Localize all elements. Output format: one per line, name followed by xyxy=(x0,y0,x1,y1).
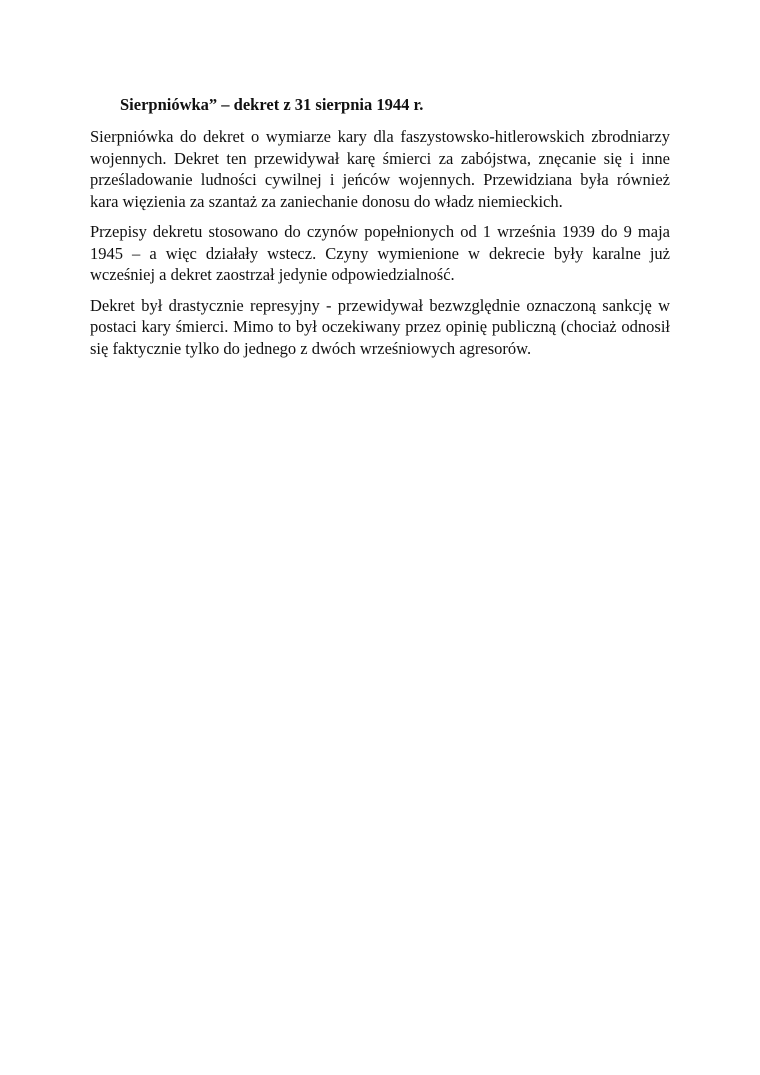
paragraph-definition: Sierpniówka do dekret o wymiarze kary dla faszystowsko-hitlerowskich zbrodniarzy wojennych. Dekret ten przewidywał karę śmierci za zabójstwa, znęcanie się i inne prześladowanie ludności cywilnej i jeńców wojennych. Przewidziana była również kara więzienia za szantaż za zaniechanie donosu do władz niemieckich. xyxy=(90,127,670,211)
document-title: Sierpniówka” – dekret z 31 sierpnia 1944 r. xyxy=(120,95,424,114)
paragraph-retroactivity: Przepisy dekretu stosowano do czynów popełnionych od 1 września 1939 do 9 maja 1945 – a więc działały wstecz. Czyny wymienione w dekrecie były karalne już wcześniej a dekret zaostrzał jedynie odpowiedzialność. xyxy=(90,222,670,284)
paragraph-repressiveness: Dekret był drastycznie represyjny - przewidywał bezwzględnie oznaczoną sankcję w postaci kary śmierci. Mimo to był oczekiwany przez opinię publiczną (chociaż odnosił się faktycznie tylko do jednego z dwóch wrześniowych agresorów. xyxy=(90,295,670,358)
document-body xyxy=(90,94,670,368)
